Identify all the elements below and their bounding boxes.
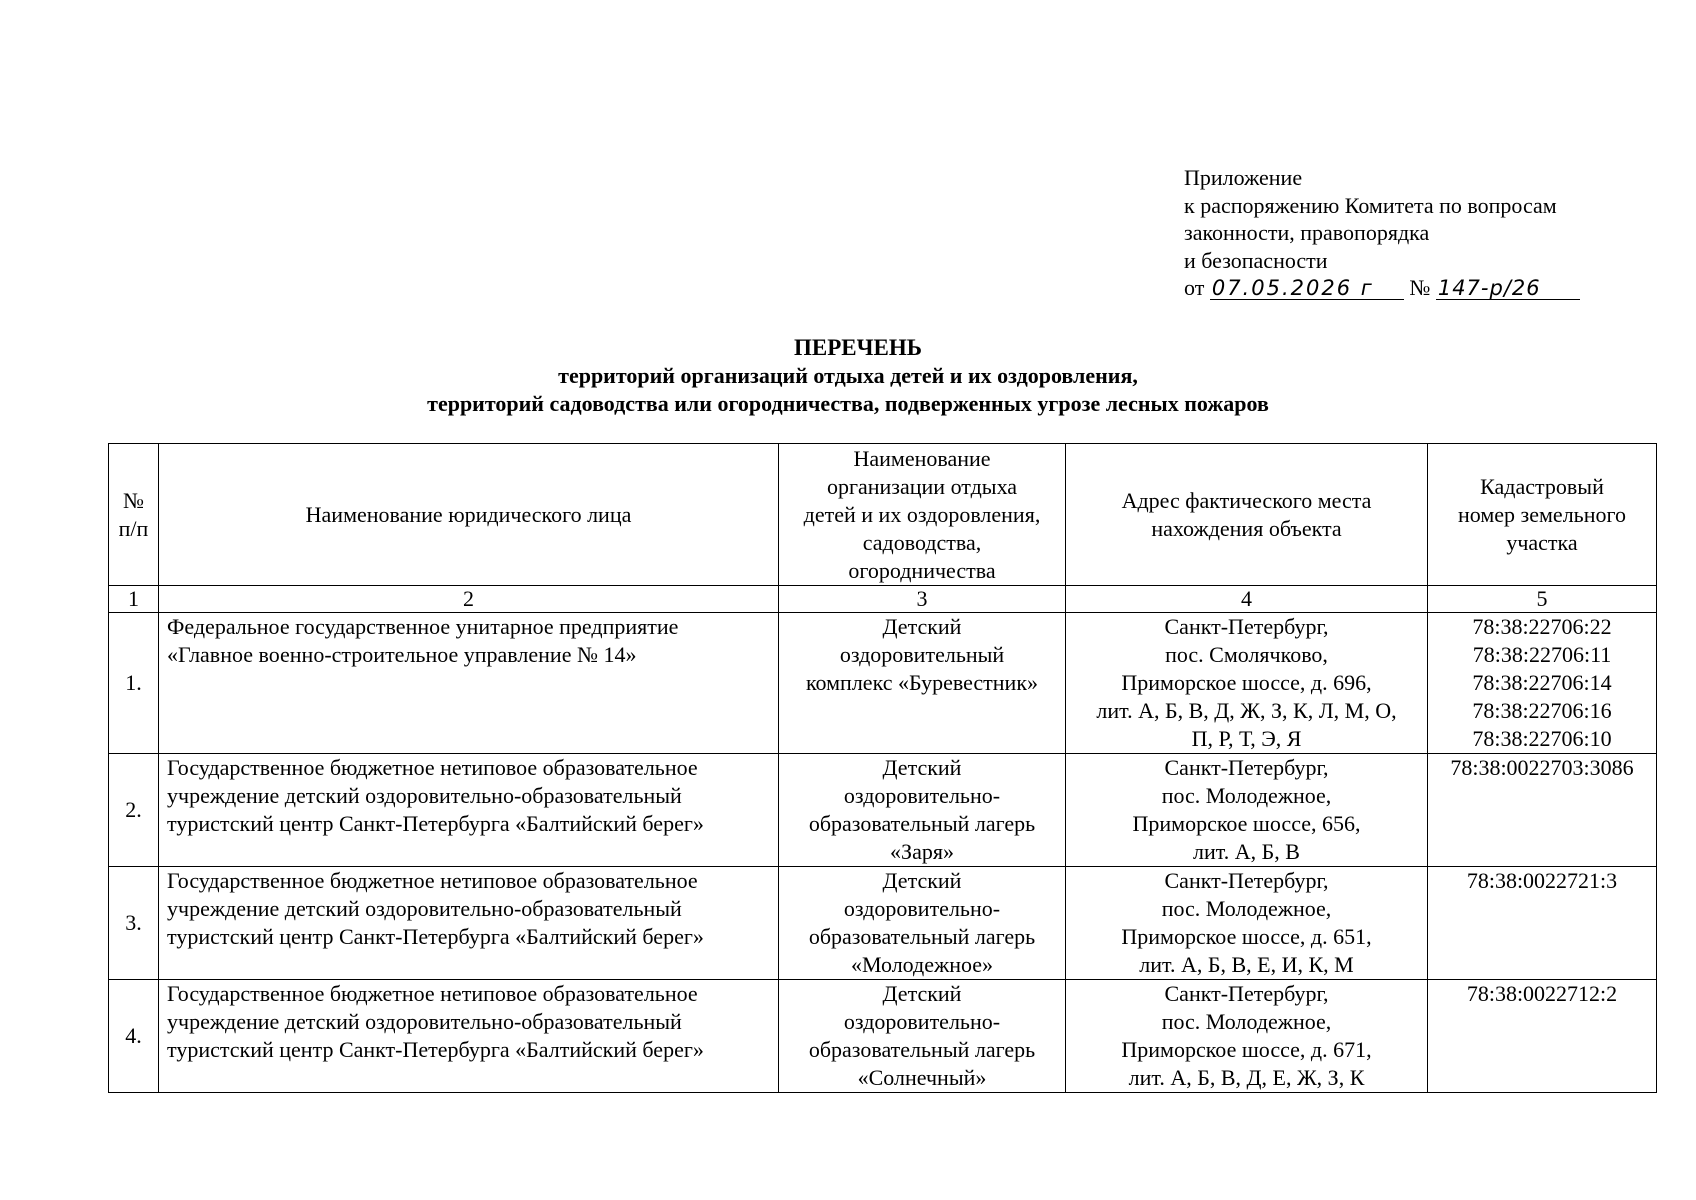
row-organization: Детский оздоровительно- образовательный лагерь «Заря» [779,754,1066,867]
territories-table [108,443,1657,1093]
row-cadastral: 78:38:0022721:3 [1428,867,1657,980]
from-label: от [1184,275,1205,300]
column-number-5: 5 [1428,586,1657,613]
column-number-row [109,586,1657,613]
row-entity: Государственное бюджетное нетиповое образовательное учреждение детский оздоровительно-образовательный туристский центр Санкт-Петербурга «Балтийский берег» [159,980,779,1093]
title-line-1: ПЕРЕЧЕНЬ [794,335,922,360]
appendix-block [1184,164,1580,302]
header-organization: Наименование организации отдыха детей и их оздоровления, садоводства, огородничества [779,444,1066,586]
handwritten-date [1210,277,1404,300]
header-number: № п/п [109,444,159,586]
row-cadastral: 78:38:0022712:2 [1428,980,1657,1093]
date-suffix: г [1360,276,1374,300]
row-organization: Детский оздоровительный комплекс «Буревестник» [779,613,1066,754]
table-row [109,613,1657,754]
appendix-line-1: Приложение [1184,165,1303,190]
appendix-line-4: и безопасности [1184,247,1328,273]
table-header-row [109,444,1657,586]
row-number: 2. [109,754,159,867]
row-cadastral: 78:38:22706:22 78:38:22706:11 78:38:22706:14 78:38:22706:16 78:38:22706:10 [1428,613,1657,754]
header-entity: Наименование юридического лица [159,444,779,586]
row-entity: Государственное бюджетное нетиповое образовательное учреждение детский оздоровительно-образовательный туристский центр Санкт-Петербурга «Балтийский берег» [159,867,779,980]
appendix-date-line [1184,274,1580,302]
row-address: Санкт-Петербург, пос. Смолячково, Приморское шоссе, д. 696, лит. А, Б, В, Д, Ж, З, К, Л, М, О, П, Р, Т, Э, Я [1066,613,1428,754]
title-line-3: территорий садоводства или огородничества, подверженных угрозе лесных пожаров [427,391,1269,416]
column-number-2: 2 [159,586,779,613]
row-entity: Государственное бюджетное нетиповое образовательное учреждение детский оздоровительно-образовательный туристский центр Санкт-Петербурга «Балтийский берег» [159,754,779,867]
title-line-2: территорий организаций отдыха детей и их оздоровления, [558,363,1138,388]
column-number-4: 4 [1066,586,1428,613]
row-organization: Детский оздоровительно- образовательный лагерь «Молодежное» [779,867,1066,980]
document-title [0,334,1696,418]
appendix-line-2: к распоряжению Комитета по вопросам [1184,192,1557,218]
row-number: 1. [109,613,159,754]
row-address: Санкт-Петербург, пос. Молодежное, Приморское шоссе, д. 651, лит. А, Б, В, Е, И, К, М [1066,867,1428,980]
row-organization: Детский оздоровительно- образовательный лагерь «Солнечный» [779,980,1066,1093]
table-row [109,867,1657,980]
row-cadastral: 78:38:0022703:3086 [1428,754,1657,867]
column-number-3: 3 [779,586,1066,613]
appendix-line-3: законности, правопорядка [1184,220,1430,245]
row-address: Санкт-Петербург, пос. Молодежное, Приморское шоссе, 656, лит. А, Б, В [1066,754,1428,867]
row-number: 3. [109,867,159,980]
number-label: № [1409,275,1431,300]
handwritten-date-value: 07.05.2026 [1211,276,1353,300]
row-number: 4. [109,980,159,1093]
header-address: Адрес фактического места нахождения объекта [1066,444,1428,586]
row-address: Санкт-Петербург, пос. Молодежное, Приморское шоссе, д. 671, лит. А, Б, В, Д, Е, Ж, З, К [1066,980,1428,1093]
table-row [109,980,1657,1093]
column-number-1: 1 [109,586,159,613]
handwritten-number: 147-р/26 [1436,277,1580,300]
header-cadastral: Кадастровый номер земельного участка [1428,444,1657,586]
table-row [109,754,1657,867]
row-entity: Федеральное государственное унитарное предприятие «Главное военно-строительное управление № 14» [159,613,779,754]
